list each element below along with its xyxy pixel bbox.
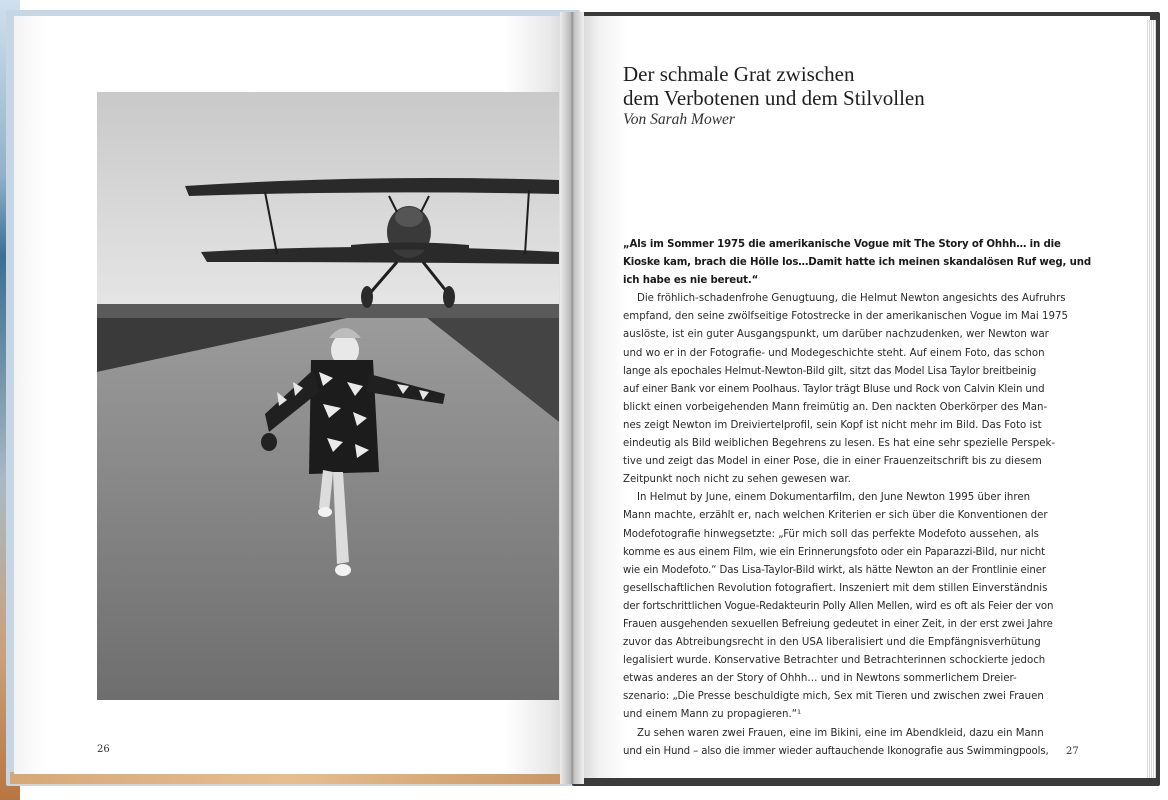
text-line: szenario: „Die Presse beschuldigte mich, Sex mit Tieren und zwischen zwei Frauen bbox=[623, 691, 1044, 703]
byline: Von Sarah Mower bbox=[623, 111, 735, 128]
page-number-left: 26 bbox=[97, 744, 110, 755]
text-line: Die fröhlich-schadenfrohe Genugtuung, die Helmut Newton angesichts des Aufruhrs bbox=[637, 293, 1066, 305]
text-line: Frauen ausgehenden sexuellen Befreiung gedeutet in einer Zeit, in der erst zwei Jahre bbox=[623, 618, 1053, 630]
text-line: Mann machte, erzählt er, nach welchen Kriterien er sich über die Konventionen der bbox=[623, 510, 1048, 522]
text-line: und ein Hund – also die immer wieder auftauchende Ikonografie aus Swimmingpools, bbox=[623, 745, 1049, 757]
pull-quote-line: ich habe es nie bereut.“ bbox=[623, 275, 759, 287]
photo-sky bbox=[97, 92, 559, 314]
text-line: legalisiert wurde. Konservative Betrachter und Betrachterinnen schockierte jedoch bbox=[623, 655, 1046, 667]
page-number-right: 27 bbox=[1066, 746, 1079, 757]
photograph-biplane-runner bbox=[97, 92, 559, 700]
text-line: empfand, den seine zwölfseitige Fotostrecke in der amerikanischen Vogue im Mai 1975 bbox=[623, 311, 1068, 323]
text-line: und einem Mann zu propagieren.“¹ bbox=[623, 709, 802, 721]
text-line: blickt einen vorbeigehenden Mann freimütig an. Den nackten Oberkörper des Man- bbox=[623, 401, 1048, 413]
text-line: wie ein Modefoto.“ Das Lisa-Taylor-Bild wirkt, als hätte Newton an der Frontlinie einer bbox=[623, 564, 1046, 576]
text-line: eindeutig als Bild weiblichen Begehrens zu lesen. Es hat eine sehr spezielle Perspek- bbox=[623, 438, 1056, 450]
book-gutter bbox=[560, 12, 584, 784]
pull-quote-line: Kioske kam, brach die Hölle los…Damit hatte ich meinen skandalösen Ruf weg, und bbox=[623, 257, 1092, 269]
text-line: In Helmut by June, einem Dokumentarfilm, den June Newton 1995 über ihren bbox=[637, 492, 1031, 504]
text-line: auslöste, ist ein guter Ausgangspunkt, um darüber nachzudenken, wer Newton war bbox=[623, 329, 1049, 341]
text-line: komme es aus einem Film, wie ein Erinnerungsfoto oder ein Paparazzi-Bild, nur nicht bbox=[623, 546, 1046, 558]
text-line: lange als epochales Helmut-Newton-Bild gilt, sitzt das Model Lisa Taylor breitbeinig bbox=[623, 365, 1037, 377]
title-line: dem Verbotenen und dem Stilvollen bbox=[623, 86, 925, 110]
photo-horizon bbox=[97, 304, 559, 318]
text-line: tive und zeigt das Model in einer Pose, die in einer Frauenzeitschrift bis zu diesem bbox=[623, 456, 1042, 468]
text-line: zuvor das Abtreibungsrecht in den USA liberalisiert und die Empfängnisverhütung bbox=[623, 637, 1041, 649]
text-line: auf einer Bank vor einem Poolhaus. Taylor trägt Bluse und Rock von Calvin Klein und bbox=[623, 383, 1045, 395]
pull-quote-line: „Als im Sommer 1975 die amerikanische Vogue mit The Story of Ohhh… in die bbox=[623, 239, 1061, 250]
article-title bbox=[623, 62, 1083, 110]
title-line: Der schmale Grat zwischen bbox=[623, 62, 855, 86]
text-line: etwas anderes an der Story of Ohhh… und in Newtons sommerlichem Dreier- bbox=[623, 673, 1017, 685]
text-line: Zu sehen waren zwei Frauen, eine im Bikini, eine im Abendkleid, dazu ein Mann bbox=[637, 727, 1044, 739]
text-line: Zeitpunkt noch nicht zu sehen gewesen war. bbox=[623, 474, 851, 486]
text-line: und wo er in der Fotografie- und Modegeschichte steht. Auf einem Foto, das schon bbox=[623, 347, 1045, 359]
text-line: Modefotografie hinwegsetzte: „Für mich soll das perfekte Modefoto aussehen, als bbox=[623, 528, 1039, 540]
text-line: gesellschaftlichen Revolution fotografiert. Inszeniert mit dem stillen Einverständnis bbox=[623, 582, 1048, 594]
text-line: nes zeigt Newton im Dreiviertelprofil, sein Kopf ist nicht mehr im Bild. Das Foto ist bbox=[623, 419, 1042, 431]
page-stack-edge bbox=[1146, 20, 1156, 778]
text-line: der fortschrittlichen Vogue-Redakteurin Polly Allen Mellen, wird es oft als Feier der von bbox=[623, 600, 1054, 612]
